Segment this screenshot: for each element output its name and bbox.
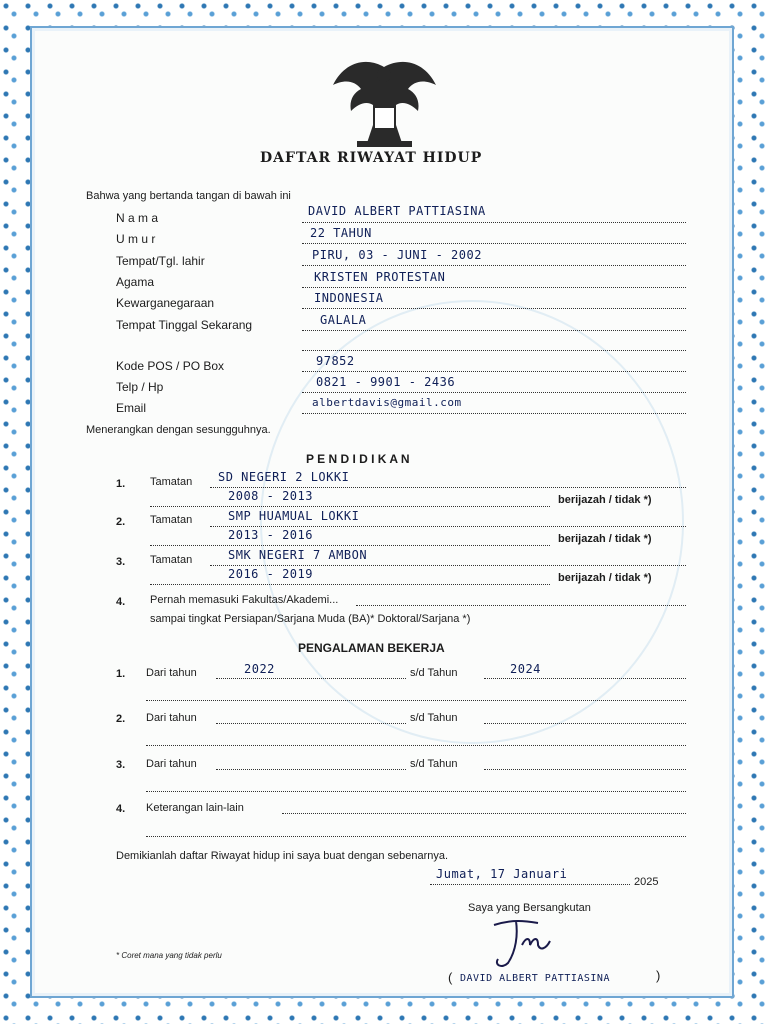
to-label: s/d Tahun xyxy=(410,758,458,770)
bracket-close: ) xyxy=(656,968,661,983)
dotted-line xyxy=(216,723,406,724)
dotted-line xyxy=(146,700,686,701)
certificate-note: berijazah / tidak *) xyxy=(558,533,652,545)
school-name: SD NEGERI 2 LOKKI xyxy=(218,470,350,484)
to-year: 2024 xyxy=(510,662,541,676)
date-year: 2025 xyxy=(634,876,659,888)
declaration-text: Menerangkan dengan sesungguhnya. xyxy=(86,424,271,436)
dotted-line xyxy=(302,330,686,331)
field-label: Agama xyxy=(116,275,155,289)
school-name: SMK NEGERI 7 AMBON xyxy=(228,548,368,562)
field-label: U m u r xyxy=(116,232,156,246)
item-number: 1. xyxy=(116,478,126,490)
item-label: Tamatan xyxy=(150,554,193,566)
field-value: PIRU, 03 - JUNI - 2002 xyxy=(312,248,482,262)
certificate-note: berijazah / tidak *) xyxy=(558,494,652,506)
dotted-line xyxy=(210,565,686,566)
dotted-line xyxy=(302,265,686,266)
field-label: Tempat Tinggal Sekarang xyxy=(116,318,253,332)
field-value: GALALA xyxy=(320,313,367,327)
field-label: Kewarganegaraan xyxy=(116,296,215,310)
dotted-line xyxy=(150,545,550,546)
dotted-line xyxy=(146,745,686,746)
dotted-line xyxy=(484,769,686,770)
date-handwritten: Jumat, 17 Januari xyxy=(436,867,568,881)
footnote: * Coret mana yang tidak perlu xyxy=(116,951,222,960)
bracket-open: ( xyxy=(448,970,453,985)
dotted-line xyxy=(302,392,686,393)
dotted-line xyxy=(150,506,550,507)
school-years: 2016 - 2019 xyxy=(228,567,313,581)
field-label: N a m a xyxy=(116,211,159,225)
intro-text: Bahwa yang bertanda tangan di bawah ini xyxy=(86,190,291,202)
item-number: 4. xyxy=(116,803,126,815)
dotted-line xyxy=(430,884,630,885)
field-label: Email xyxy=(116,401,147,415)
notes-label: Keterangan lain-lain xyxy=(146,802,244,814)
from-label: Dari tahun xyxy=(146,758,197,770)
document-title: DAFTAR RIWAYAT HIDUP xyxy=(260,150,483,166)
garuda-emblem-icon xyxy=(327,55,442,150)
dotted-line xyxy=(484,678,686,679)
signer-label: Saya yang Bersangkutan xyxy=(468,902,591,914)
to-label: s/d Tahun xyxy=(410,667,458,679)
dotted-line xyxy=(150,584,550,585)
field-label: Tempat/Tgl. lahir xyxy=(116,254,205,268)
dotted-line xyxy=(302,413,686,414)
item-label: Tamatan xyxy=(150,514,193,526)
field-value: 22 TAHUN xyxy=(310,226,372,240)
school-years: 2013 - 2016 xyxy=(228,528,313,542)
item-number: 3. xyxy=(116,759,126,771)
field-value: DAVID ALBERT PATTIASINA xyxy=(308,204,486,218)
signer-name: DAVID ALBERT PATTIASINA xyxy=(460,973,610,984)
item-number: 1. xyxy=(116,668,126,680)
to-label: s/d Tahun xyxy=(410,712,458,724)
dotted-line xyxy=(302,350,686,351)
item-number: 4. xyxy=(116,596,126,608)
dotted-line xyxy=(146,836,686,837)
field-value: KRISTEN PROTESTAN xyxy=(314,270,446,284)
school-years: 2008 - 2013 xyxy=(228,489,313,503)
item-number: 2. xyxy=(116,713,126,725)
section-heading-pengalaman: PENGALAMAN BEKERJA xyxy=(298,641,445,655)
degree-level-text: sampai tingkat Persiapan/Sarjana Muda (BA)* Doktoral/Sarjana *) xyxy=(150,613,471,625)
item-label: Tamatan xyxy=(150,476,193,488)
item-number: 2. xyxy=(116,516,126,528)
faculty-text: Pernah memasuki Fakultas/Akademi... xyxy=(150,594,339,606)
dotted-line xyxy=(356,605,686,606)
dotted-line xyxy=(210,526,686,527)
dotted-line xyxy=(302,243,686,244)
dotted-line xyxy=(302,371,686,372)
from-label: Dari tahun xyxy=(146,667,197,679)
signature-icon xyxy=(482,915,562,970)
from-year: 2022 xyxy=(244,662,275,676)
dotted-line xyxy=(484,723,686,724)
field-value: INDONESIA xyxy=(314,291,384,305)
dotted-line xyxy=(302,287,686,288)
dotted-line xyxy=(210,487,686,488)
field-value: albertdavis@gmail.com xyxy=(312,396,462,409)
section-heading-pendidikan: P E N D I D I K A N xyxy=(306,452,410,466)
dotted-line xyxy=(146,791,686,792)
school-name: SMP HUAMUAL LOKKI xyxy=(228,509,360,523)
closing-statement: Demikianlah daftar Riwayat hidup ini saya buat dengan sebenarnya. xyxy=(116,850,449,862)
item-number: 3. xyxy=(116,556,126,568)
dotted-line xyxy=(302,308,686,309)
from-label: Dari tahun xyxy=(146,712,197,724)
field-label: Telp / Hp xyxy=(116,380,164,394)
certificate-note: berijazah / tidak *) xyxy=(558,572,652,584)
field-value: 97852 xyxy=(316,354,355,368)
dotted-line xyxy=(216,769,406,770)
dotted-line xyxy=(302,222,686,223)
dotted-line xyxy=(216,678,406,679)
field-label: Kode POS / PO Box xyxy=(116,359,225,373)
dotted-line xyxy=(282,813,686,814)
field-value: 0821 - 9901 - 2436 xyxy=(316,375,456,389)
